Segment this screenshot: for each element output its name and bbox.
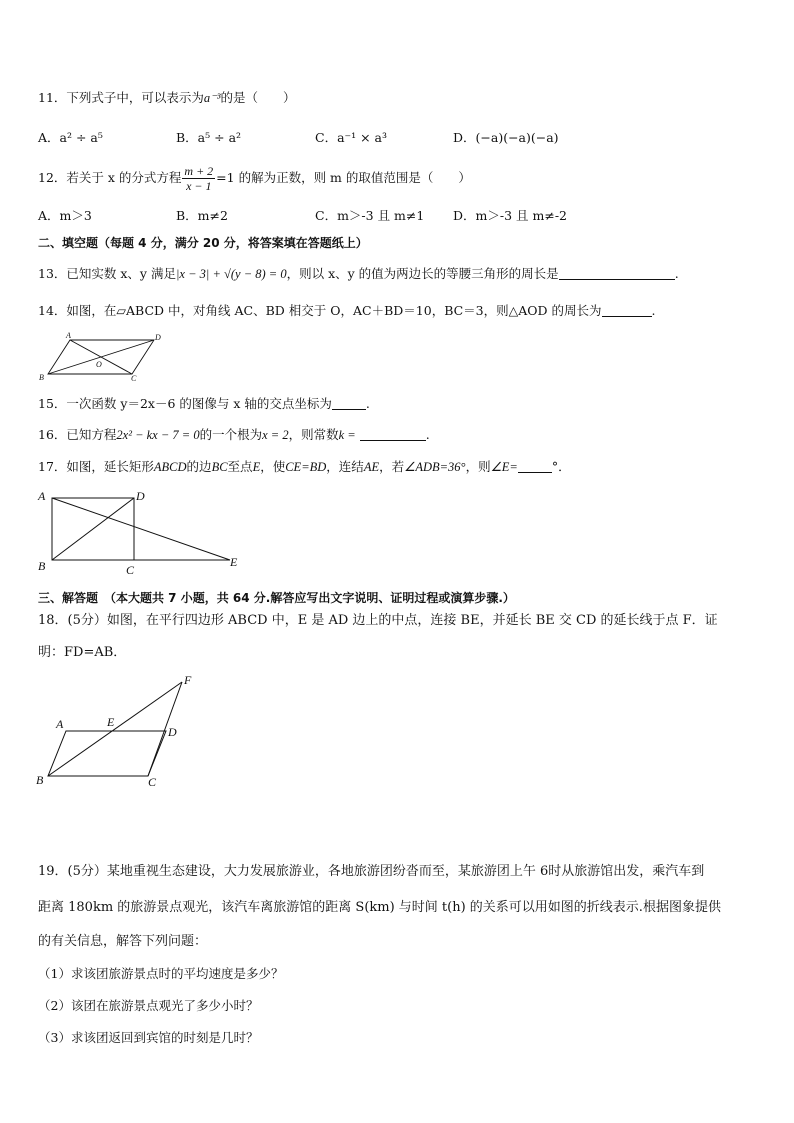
- q16-end: .: [425, 427, 430, 442]
- q13-answer-blank[interactable]: [559, 267, 675, 280]
- q12-option-d: D．m＞-3 且 m≠-2: [453, 208, 568, 223]
- q12-option-b: B．m≠2: [176, 208, 228, 223]
- question-19-line-3: 的有关信息，解答下列问题：: [38, 934, 208, 949]
- q14-stem: 14．如图，在▱ABCD 中，对角线 AC、BD 相交于 O，AC＋BD＝10，BC＝3，则△AOD 的周长为: [38, 303, 602, 318]
- q17-t1: 的边: [186, 459, 212, 474]
- fig17-label-e: E: [230, 555, 238, 569]
- question-18-line-2: 明：FD=AB．: [38, 645, 127, 660]
- fig14-label-a: A: [66, 331, 71, 340]
- question-17: [38, 459, 571, 475]
- q16-root: x = 2: [262, 428, 289, 442]
- q13-end: .: [674, 266, 679, 281]
- q12-frac-denominator: x − 1: [186, 179, 212, 193]
- q11-expr: a⁻³: [203, 91, 221, 105]
- q11-option-c: C．a⁻¹ × a³: [315, 130, 388, 145]
- q12-stem: 12．若关于 x 的分式方程: [38, 170, 182, 185]
- q17-answer-blank[interactable]: [518, 460, 552, 473]
- q19-subquestion-1: （1）求该团旅游景点时的平均速度是多少？: [38, 966, 284, 981]
- fig17-label-d: D: [136, 489, 145, 503]
- fig14-label-b: B: [39, 373, 44, 382]
- q11-option-a: A．a² ÷ a⁵: [38, 130, 103, 145]
- fig17-label-b: B: [38, 559, 46, 573]
- q17-abcd: ABCD: [153, 460, 187, 474]
- fig18-label-d: D: [168, 725, 177, 739]
- figure-17-rectangle: [34, 486, 244, 578]
- q19-subquestion-3: （3）求该团返回到宾馆的时刻是几时？: [38, 1030, 259, 1045]
- question-16: [38, 427, 430, 443]
- q16-answer-blank[interactable]: [360, 428, 426, 441]
- section-3-heading: 三、解答题 （本大题共 7 小题，共 64 分.解答应写出文字说明、证明过程或演算步骤.）: [38, 591, 515, 605]
- fig17-label-c: C: [126, 563, 135, 577]
- q17-t5: ，若: [379, 459, 405, 474]
- q13-stem: 13．已知实数 x、y 满足: [38, 266, 176, 281]
- q11-stem: 11．下列式子中，可以表示为: [38, 90, 204, 105]
- fig18-label-c: C: [148, 775, 157, 789]
- q11-option-b: B．a⁵ ÷ a²: [176, 130, 242, 145]
- fig14-label-d: D: [155, 333, 161, 342]
- q11-stem-end: 的是（ ）: [220, 90, 296, 105]
- question-14: [38, 303, 656, 319]
- q12-option-c: C．m＞-3 且 m≠1: [315, 208, 425, 223]
- figure-14-parallelogram: [36, 330, 166, 384]
- fig18-label-b: B: [36, 773, 44, 787]
- q15-answer-blank[interactable]: [332, 397, 366, 410]
- q17-t6: ，则: [465, 459, 491, 474]
- question-11: [38, 90, 296, 106]
- q12-option-a: A．m＞3: [38, 208, 92, 223]
- q16-equation: 2x² − kx − 7 = 0: [116, 428, 200, 442]
- q17-cebd: CE=BD: [285, 460, 327, 474]
- q13-stem-mid: ，则以 x、y 的值为两边长的等腰三角形的周长是: [286, 266, 559, 281]
- fig18-label-e: E: [107, 715, 115, 729]
- q15-end: .: [365, 396, 370, 411]
- fig18-label-a: A: [56, 717, 64, 731]
- q17-t0: 17．如图，延长矩形: [38, 459, 154, 474]
- q16-stem-mid: 的一个根为: [199, 427, 263, 442]
- q17-t2: 至点: [227, 459, 253, 474]
- q17-t3: ，使: [260, 459, 286, 474]
- q17-bc: BC: [211, 460, 228, 474]
- q12-frac-numerator: m + 2: [184, 164, 214, 178]
- q12-fraction: [182, 164, 215, 193]
- q16-stem-post: ，则常数: [288, 427, 339, 442]
- q17-t4: ，连结: [326, 459, 364, 474]
- q15-stem: 15．一次函数 y＝2x－6 的图像与 x 轴的交点坐标为: [38, 396, 332, 411]
- q16-k: k =: [338, 428, 356, 442]
- fig14-label-c: C: [131, 374, 137, 383]
- q16-stem: 16．已知方程: [38, 427, 117, 442]
- question-13: [38, 266, 679, 282]
- q13-expr: |x − 3| + √(y − 8) = 0: [175, 267, 287, 281]
- q17-e: E: [252, 460, 261, 474]
- q17-adb: ∠ADB=36°: [404, 460, 466, 474]
- q19-subquestion-2: （2）该团在旅游景点观光了多少小时？: [38, 998, 259, 1013]
- q17-end: °．: [551, 459, 571, 474]
- section-2-heading: 二、填空题（每题 4 分，满分 20 分，将答案填在答题纸上）: [38, 236, 368, 250]
- question-15: [38, 396, 370, 412]
- question-19-line-1: 19．(5分）某地重视生态建设，大力发展旅游业，各地旅游团纷沓而至，某旅游团上午 6时从旅游馆出发，乘汽车到: [38, 864, 705, 879]
- fig17-label-a: A: [38, 489, 46, 503]
- question-18-line-1: 18．(5分）如图，在平行四边形 ABCD 中，E 是 AD 边上的中点，连接 BE，并延长 BE 交 CD 的延长线于点 F．证: [38, 613, 718, 628]
- q14-end: .: [651, 303, 656, 318]
- fig18-label-f: F: [184, 673, 192, 687]
- fig14-label-o: O: [96, 360, 102, 369]
- q14-answer-blank[interactable]: [602, 304, 652, 317]
- question-19-line-2: 距离 180km 的旅游景点观光，该汽车离旅游馆的距离 S(km) 与时间 t(h) 的关系可以用如图的折线表示.根据图象提供: [38, 900, 721, 915]
- q17-ae: AE: [363, 460, 380, 474]
- q11-option-d: D．(−a)(−a)(−a): [453, 130, 559, 145]
- figure-18-parallelogram: [34, 670, 204, 794]
- q12-stem-end: =1 的解为正数，则 m 的取值范围是（ ）: [216, 170, 471, 185]
- question-12: [38, 164, 471, 193]
- q17-angle-e: ∠E=: [490, 460, 518, 474]
